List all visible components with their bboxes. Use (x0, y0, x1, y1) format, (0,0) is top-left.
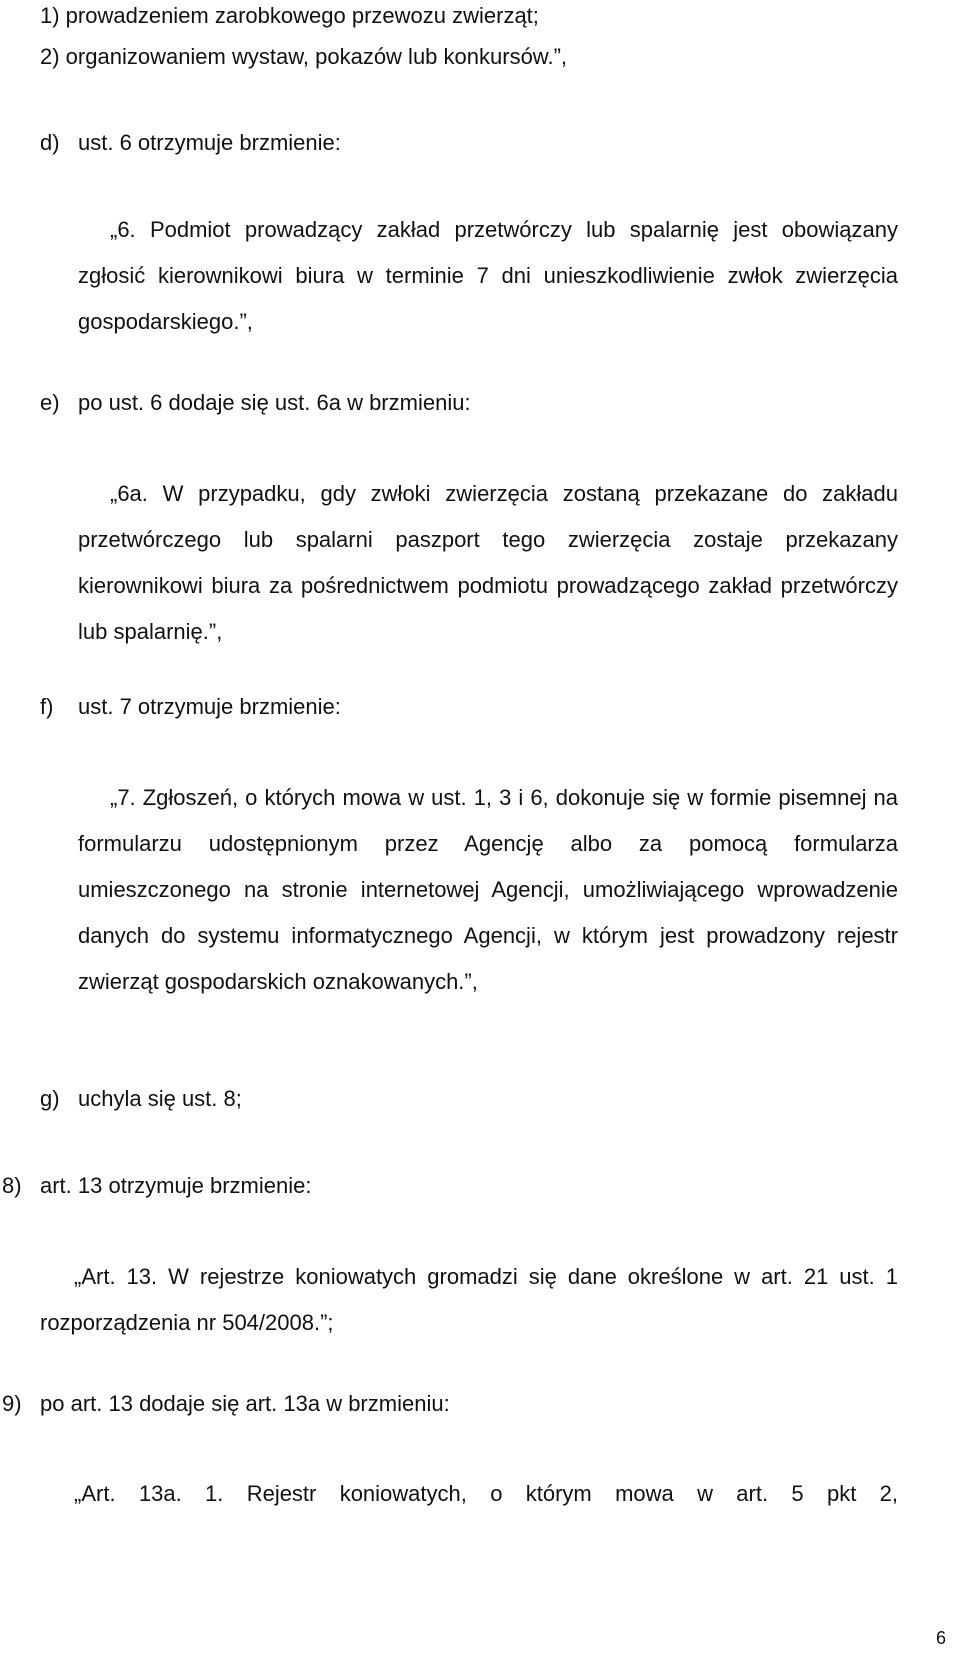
item-f-text: ust. 7 otrzymuje brzmienie: (78, 694, 341, 719)
item-e-text: po ust. 6 dodaje się ust. 6a w brzmieniu: (78, 390, 471, 415)
item-8-marker: 8) (2, 1173, 22, 1198)
page-number: 6 (935, 1628, 946, 1648)
quoted-article-13a: „Art. 13a. 1. Rejestr koniowatych, o którym mowa w art. 5 pkt 2, (74, 1481, 898, 1506)
item-9-text: po art. 13 dodaje się art. 13a w brzmieniu: (40, 1391, 450, 1416)
item-9-marker: 9) (2, 1391, 22, 1416)
item-8-text: art. 13 otrzymuje brzmienie: (40, 1173, 312, 1198)
list-item-2: 2) organizowaniem wystaw, pokazów lub konkursów.”, (40, 44, 568, 69)
quoted-provision-6a: „6a. W przypadku, gdy zwłoki zwierzęcia zostaną przekazane do zakładu przetwórczego lub spalarni paszport tego zwierzęcia zostaje przekazany kierownikowi biura za pośrednictwem podmiotu prowadzącego zakład przetwórczy lub spalarnię.”, (78, 481, 898, 644)
item-f-marker: f) (40, 694, 54, 719)
list-item-1: 1) prowadzeniem zarobkowego przewozu zwierząt; (40, 3, 539, 28)
item-d-marker: d) (40, 130, 60, 155)
item-g-text: uchyla się ust. 8; (78, 1086, 242, 1111)
quoted-article-13: „Art. 13. W rejestrze koniowatych gromadzi się dane określone w art. 21 ust. 1 rozporządzenia nr 504/2008.”; (40, 1264, 898, 1335)
item-g-marker: g) (40, 1086, 60, 1111)
item-d-text: ust. 6 otrzymuje brzmienie: (78, 130, 341, 155)
quoted-provision-7: „7. Zgłoszeń, o których mowa w ust. 1, 3 i 6, dokonuje się w formie pisemnej na formularzu udostępnionym przez Agencję albo za pomocą formularza umieszczonego na stronie internetowej Agencji, umożliwiającego wprowadzenie danych do systemu informatycznego Agencji, w którym jest prowadzony rejestr zwierząt gospodarskich oznakowanych.”, (78, 785, 898, 994)
item-e-marker: e) (40, 390, 60, 415)
quoted-provision-6: „6. Podmiot prowadzący zakład przetwórczy lub spalarnię jest obowiązany zgłosić kierownikowi biura w terminie 7 dni unieszkodliwienie zwłok zwierzęcia gospodarskiego.”, (78, 217, 898, 334)
